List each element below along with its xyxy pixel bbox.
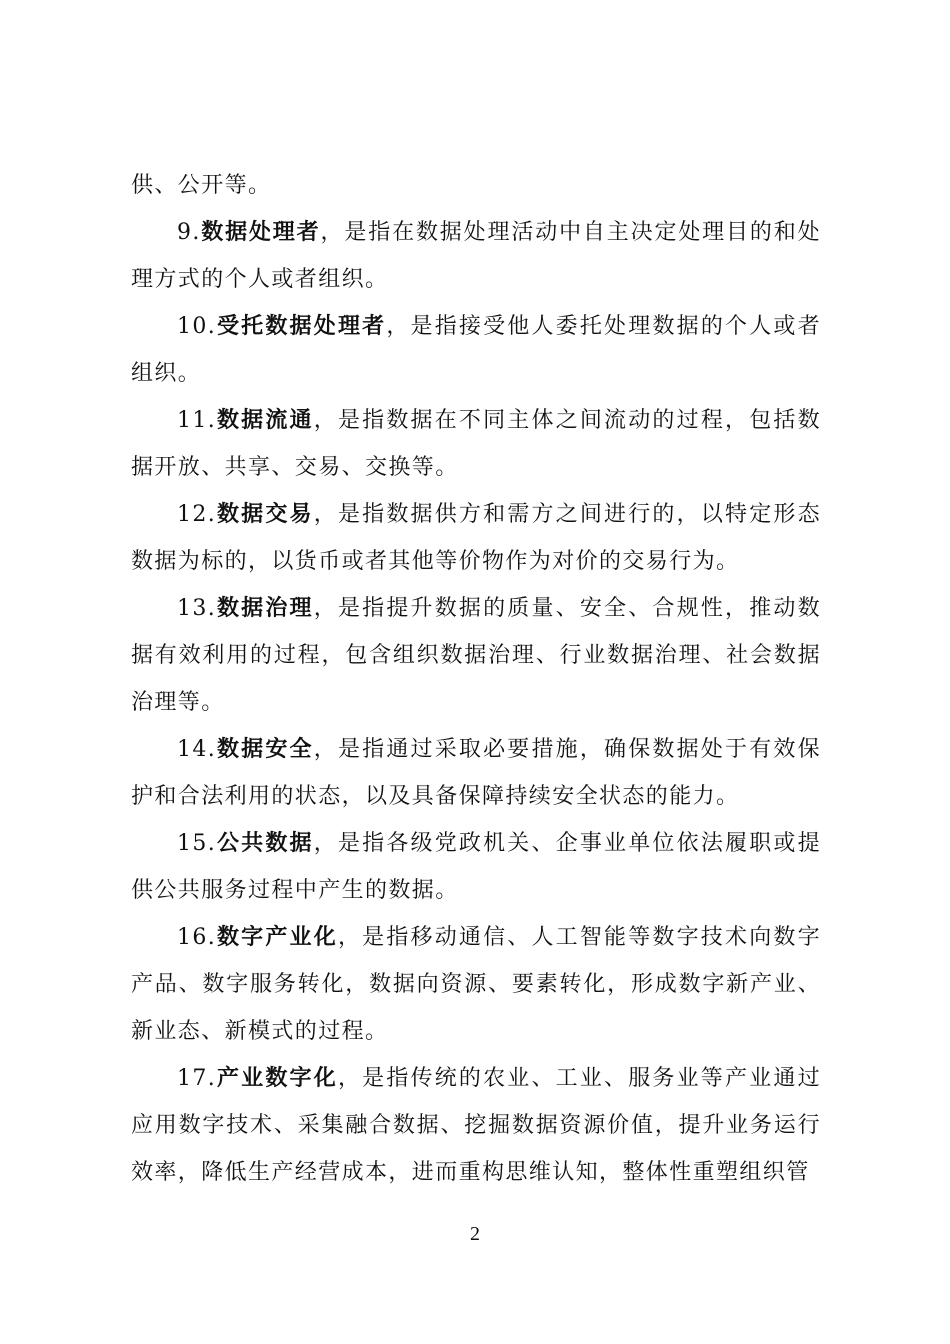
item-number: 11.: [177, 408, 217, 433]
definition-text: ，是指数据在不同主体之间流动的过程，包括数据开放、共享、交易、交换等。: [131, 408, 821, 480]
defined-term: 数据安全: [216, 736, 314, 762]
defined-term: 数据处理者: [200, 219, 321, 245]
definition-paragraph-11: [131, 397, 821, 491]
definition-text: ，是指移动通信、人工智能等数字技术向数字产品、数字服务转化，数据向资源、要素转化，形成数字新产业、新业态、新模式的过程。: [131, 925, 821, 1044]
definition-paragraph-17: [131, 1055, 821, 1196]
paragraph-text: 供、公开等。: [131, 173, 272, 198]
defined-term: 受托数据处理者: [216, 313, 387, 339]
item-number: 16.: [177, 925, 217, 950]
paragraph-continuation: [131, 162, 821, 209]
item-number: 17.: [177, 1066, 217, 1091]
defined-term: 数据流通: [216, 407, 314, 433]
item-number: 14.: [177, 737, 217, 762]
item-number: 12.: [177, 502, 217, 527]
defined-term: 数据治理: [216, 595, 314, 621]
definition-paragraph-14: [131, 726, 821, 820]
definition-paragraph-10: [131, 303, 821, 397]
definition-text: ，是指传统的农业、工业、服务业等产业通过应用数字技术、采集融合数据、挖掘数据资源价值，提升业务运行效率，降低生产经营成本，进而重构思维认知，整体性重塑组织管: [131, 1066, 821, 1185]
definition-paragraph-9: [131, 209, 821, 303]
defined-term: 数字产业化: [216, 924, 338, 950]
definition-paragraph-15: [131, 820, 821, 914]
definition-text: ，是指接受他人委托处理数据的个人或者组织。: [131, 314, 821, 386]
definition-paragraph-16: [131, 914, 821, 1055]
defined-term: 公共数据: [216, 830, 314, 856]
definition-text: ，是指通过采取必要措施，确保数据处于有效保护和合法利用的状态，以及具备保障持续安全状态的能力。: [131, 737, 821, 809]
page-number: 2: [470, 1223, 480, 1245]
definition-text: ，是指在数据处理活动中自主决定处理目的和处理方式的个人或者组织。: [131, 220, 821, 292]
defined-term: 产业数字化: [216, 1065, 338, 1091]
definition-text: ，是指提升数据的质量、安全、合规性，推动数据有效利用的过程，包含组织数据治理、行业数据治理、社会数据治理等。: [131, 596, 821, 715]
item-number: 9.: [177, 220, 201, 245]
definition-paragraph-13: [131, 585, 821, 726]
item-number: 15.: [177, 831, 217, 856]
definition-paragraph-12: [131, 491, 821, 585]
body-text: [131, 162, 821, 1196]
definition-text: ，是指各级党政机关、企事业单位依法履职或提供公共服务过程中产生的数据。: [131, 831, 821, 903]
defined-term: 数据交易: [216, 501, 314, 527]
item-number: 13.: [177, 596, 217, 621]
item-number: 10.: [177, 314, 217, 339]
definition-text: ，是指数据供方和需方之间进行的，以特定形态数据为标的，以货币或者其他等价物作为对价的交易行为。: [131, 502, 821, 574]
